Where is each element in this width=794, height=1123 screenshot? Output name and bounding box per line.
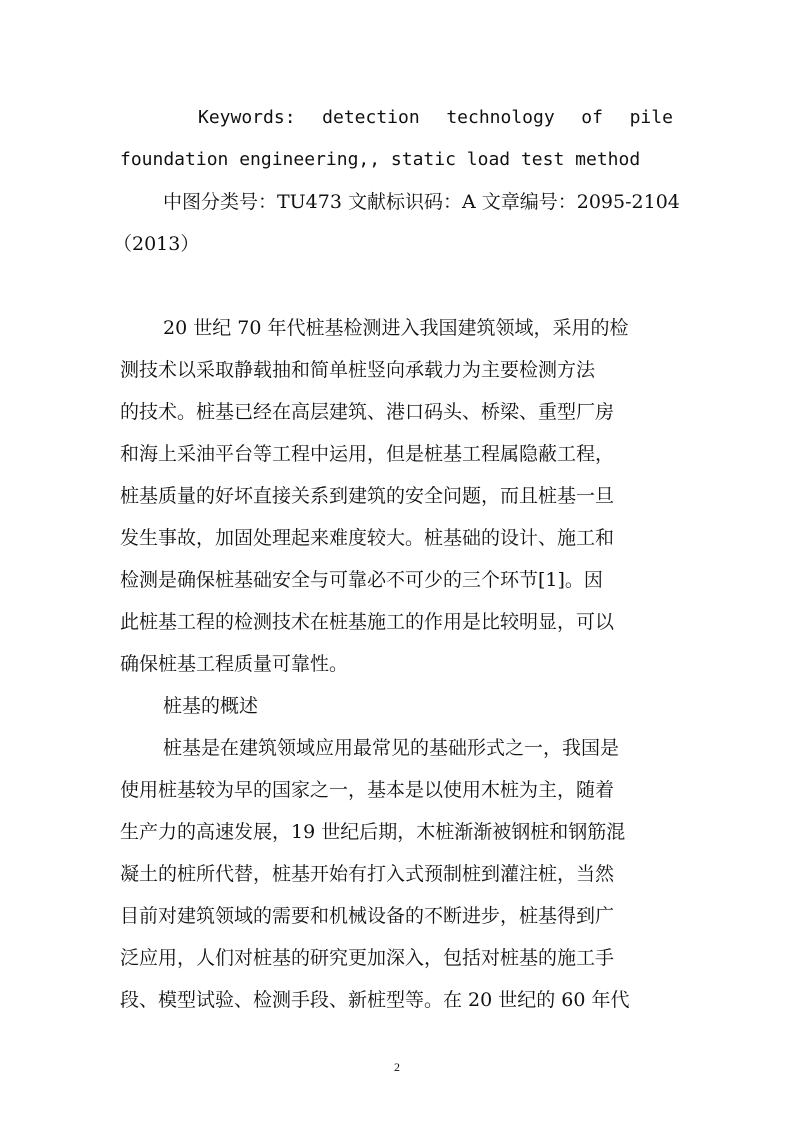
paragraph-2-line: 使用桩基较为早的国家之一，基本是以使用木桩为主，随着 (120, 779, 615, 801)
classification-line-1: 中图分类号：TU473 文献标识码：A 文章编号：2095-2104 (163, 191, 680, 213)
paragraph-1-line: 发生事故，加固处理起来难度较大。桩基础的设计、施工和 (120, 527, 615, 549)
paragraph-2-line: 泛应用，人们对桩基的研究更加深入，包括对桩基的施工手 (120, 947, 615, 969)
section-heading: 桩基的概述 (163, 695, 259, 717)
paragraph-2-line: 段、模型试验、检测手段、新桩型等。在 20 世纪的 60 年代 (120, 989, 630, 1011)
keywords-line-2: foundation engineering,, static load test method (120, 149, 641, 170)
paragraph-2-line: 目前对建筑领域的需要和机械设备的不断进步，桩基得到广 (120, 905, 615, 927)
paragraph-2-line: 生产力的高速发展，19 世纪后期，木桩渐渐被钢桩和钢筋混 (120, 821, 626, 843)
page-number: 2 (394, 1060, 400, 1074)
keyword-term: detection (322, 107, 420, 128)
paragraph-1-line: 此桩基工程的检测技术在桩基施工的作用是比较明显，可以 (120, 611, 615, 633)
classification-line-2: （2013） (113, 233, 200, 255)
paragraph-2-line: 凝土的桩所代替，桩基开始有打入式预制桩到灌注桩，当然 (120, 863, 615, 885)
paragraph-1-line: 测技术以采取静载抽和简单桩竖向承载力为主要检测方法 (120, 359, 596, 381)
paragraph-2-line: 桩基是在建筑领域应用最常见的基础形式之一，我国是 (163, 737, 620, 759)
keyword-term: pile (629, 107, 673, 128)
paragraph-1-line: 的技术。桩基已经在高层建筑、港口码头、桥梁、重型厂房 (120, 401, 615, 423)
keyword-term: of (581, 107, 603, 128)
keywords-label: Keywords: (198, 107, 296, 128)
paragraph-1-line: 和海上采油平台等工程中运用，但是桩基工程属隐蔽工程， (120, 443, 615, 465)
paragraph-1-line: 20 世纪 70 年代桩基检测进入我国建筑领域，采用的检 (163, 317, 629, 339)
keywords-line-1 (198, 106, 673, 130)
paragraph-1-line: 确保桩基工程质量可靠性。 (120, 653, 349, 675)
paragraph-1-line: 检测是确保桩基础安全与可靠必不可少的三个环节[1]。因 (120, 569, 603, 591)
paragraph-1-line: 桩基质量的好坏直接关系到建筑的安全问题，而且桩基一旦 (120, 485, 615, 507)
keyword-term: technology (446, 107, 555, 128)
